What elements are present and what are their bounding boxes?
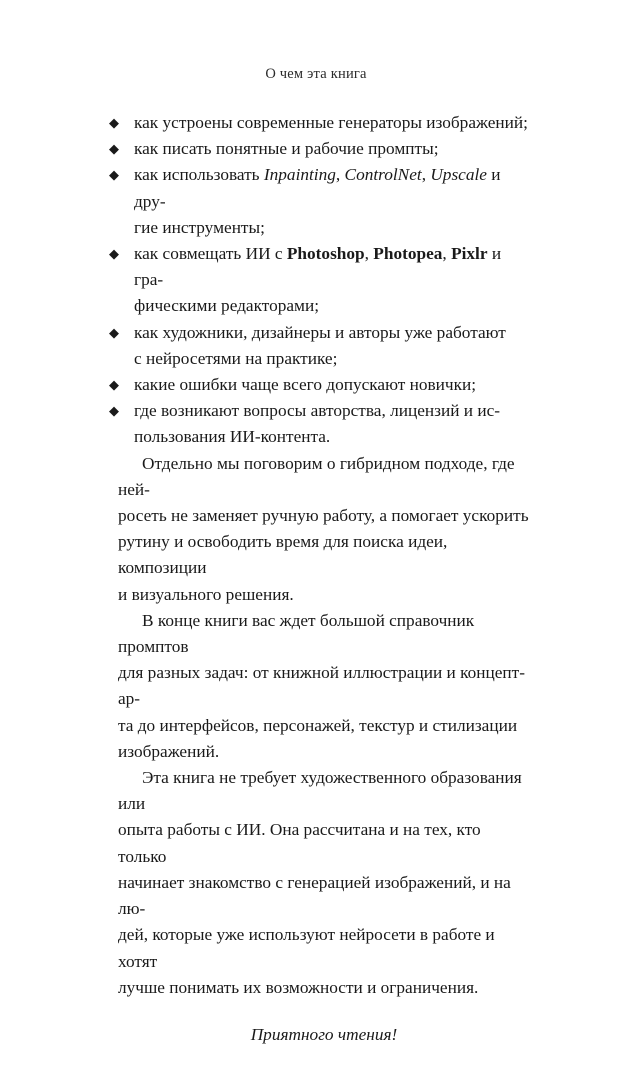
text-line: [134, 320, 530, 346]
text-line: для разных задач: от книжной иллюстрации и концепт-ар-: [118, 663, 525, 709]
tool-name-inpainting: Inpainting: [263, 165, 336, 185]
text-run: ,: [442, 244, 452, 264]
list-item: [109, 110, 530, 136]
text-line: [134, 136, 530, 162]
text-line: дей, которые уже используют нейросети в работе и хотят: [118, 925, 495, 971]
text-line: [134, 398, 530, 424]
text-run: фическими редакторами;: [134, 296, 320, 316]
diamond-bullet-icon: ◆: [109, 324, 119, 340]
topic-list: [109, 110, 530, 451]
text-line: и визуального решения.: [118, 584, 294, 604]
text-line: [134, 293, 530, 319]
text-line: рутину и освободить время для поиска идеи, композиции: [118, 532, 448, 578]
text-run: гие инструменты;: [134, 217, 265, 237]
paragraph-hybrid-approach: [118, 451, 530, 608]
text-line: [134, 372, 530, 398]
diamond-bullet-icon: ◆: [109, 246, 119, 262]
text-line: изображений.: [118, 741, 220, 761]
text-run: как художники, дизайнеры и авторы уже работают: [134, 322, 506, 342]
text-line: [134, 110, 530, 136]
paragraph-audience: [118, 765, 530, 1001]
text-line: начинает знакомство с генерацией изображений, и на лю-: [118, 872, 511, 919]
text-run: ,: [421, 165, 431, 185]
editor-name-photoshop: Photoshop: [286, 244, 365, 264]
text-run: какие ошибки чаще всего допускают новички;: [134, 375, 477, 395]
list-item: [109, 320, 530, 372]
text-line: [134, 346, 530, 372]
list-item: [109, 398, 530, 450]
diamond-bullet-icon: ◆: [109, 115, 119, 130]
text-line: [134, 162, 530, 214]
text-run: как писать понятные и рабочие промпты;: [134, 139, 439, 159]
list-item: [109, 241, 530, 320]
tool-name-controlnet: ControlNet: [344, 165, 422, 185]
text-line: [134, 215, 530, 241]
paragraph-prompt-reference: [118, 608, 530, 765]
list-item: [109, 162, 530, 241]
closing-wish: Приятного чтения!: [250, 1024, 398, 1044]
text-line: та до интерфейсов, персонажей, текстур и стилизации: [118, 715, 518, 735]
text-run: ,: [335, 165, 345, 185]
tool-name-upscale: Upscale: [430, 165, 487, 185]
text-run: как совмещать ИИ с: [134, 244, 287, 264]
text-run: и дру-: [134, 165, 501, 211]
text-run: как устроены современные генераторы изображений;: [134, 113, 528, 132]
page-content: [109, 110, 530, 1065]
diamond-bullet-icon: ◆: [109, 377, 119, 393]
text-line: Эта книга не требует художественного образования или: [118, 768, 522, 814]
text-run: пользования ИИ-контента.: [134, 427, 331, 447]
diamond-bullet-icon: ◆: [109, 167, 119, 183]
text-line: [134, 241, 530, 293]
list-item: [109, 136, 530, 162]
text-line: лучше понимать их возможности и ограничения.: [118, 977, 479, 997]
running-header: О чем эта книга: [265, 66, 367, 82]
text-run: ,: [364, 244, 374, 264]
text-line: [134, 424, 530, 450]
text-run: как использовать: [134, 165, 264, 185]
editor-name-pixlr: Pixlr: [451, 244, 488, 264]
text-run: с нейросетями на практике;: [134, 348, 338, 368]
text-line: В конце книги вас ждет большой справочник промптов: [118, 610, 475, 657]
text-line: росеть не заменяет ручную работу, а помогает ускорить: [118, 506, 529, 526]
list-item: [109, 372, 530, 398]
text-line: опыта работы с ИИ. Она рассчитана и на тех, кто только: [118, 820, 481, 866]
text-line: Отдельно мы поговорим о гибридном подходе, где ней-: [118, 453, 515, 499]
diamond-bullet-icon: ◆: [109, 403, 119, 419]
text-run: и гра-: [134, 244, 502, 290]
editor-name-photopea: Photopea: [373, 244, 443, 264]
diamond-bullet-icon: ◆: [109, 141, 119, 157]
text-run: где возникают вопросы авторства, лицензий и ис-: [134, 401, 501, 421]
